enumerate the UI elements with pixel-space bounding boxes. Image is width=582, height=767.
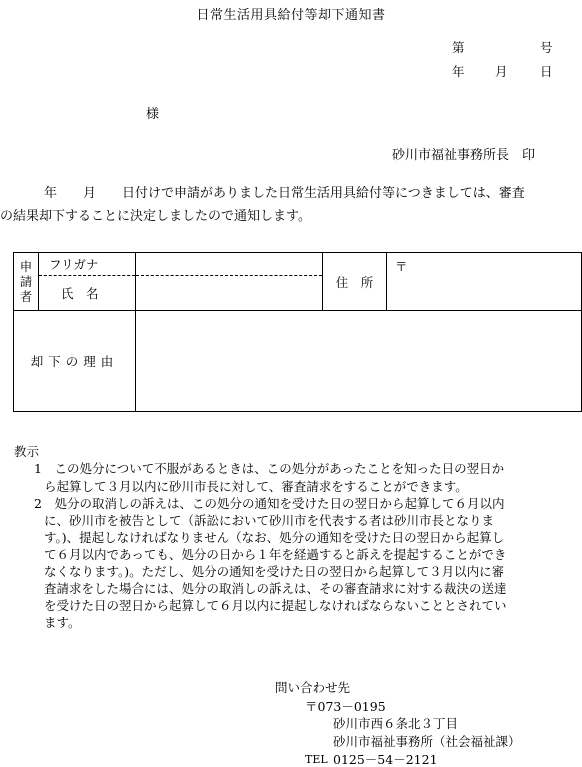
contact-zip: 〒073－0195 bbox=[305, 699, 386, 714]
notice-item-2-line-8: ます。 bbox=[44, 615, 81, 630]
document-title: 日常生活用具給付等却下通知書 bbox=[196, 8, 386, 23]
notice-item-2-line-1: 2 処分の取消しの訴えは、この処分の通知を受けた日の翌日から起算して６月以内 bbox=[34, 496, 505, 511]
body-line1-rest: 日付けで申請がありました日常生活用具給付等につきましては、審査 bbox=[122, 186, 525, 201]
reason-label: 却下の理由 bbox=[30, 354, 119, 369]
furigana-field[interactable] bbox=[136, 253, 323, 276]
reason-label-cell bbox=[14, 311, 136, 412]
contact-tel: 0125－54－2121 bbox=[333, 752, 438, 767]
body-month: 月 bbox=[83, 186, 97, 201]
applicant-label-cell bbox=[14, 253, 39, 311]
date-day-label: 日 bbox=[540, 64, 553, 79]
notice-item-2-line-3: す。)、提起しなければなりません（なお、処分の通知を受けた日の翌日から起算し bbox=[44, 530, 505, 545]
applicant-label: 申請者 bbox=[19, 259, 33, 304]
document-number-suffix: 号 bbox=[540, 40, 553, 55]
contact-office: 砂川市福祉事務所（社会福祉課） bbox=[333, 734, 521, 749]
notice-heading: 教示 bbox=[14, 444, 40, 459]
notice-item-2-line-4: て６月以内であっても、処分の日から１年を経過すると訴えを提起することができ bbox=[44, 547, 507, 562]
name-field[interactable] bbox=[136, 276, 323, 311]
notice-item-2-line-6: 査請求をした場合には、処分の取消しの訴えは、その審査請求に対する裁決の送達 bbox=[44, 581, 507, 596]
date-year-label: 年 bbox=[452, 64, 465, 79]
contact-heading: 問い合わせ先 bbox=[275, 680, 351, 695]
contact-address: 砂川市西６条北３丁目 bbox=[333, 716, 459, 731]
issuer: 砂川市福祉事務所長 印 bbox=[392, 148, 536, 163]
applicant-table bbox=[13, 252, 582, 412]
furigana-label: フリガナ bbox=[39, 253, 136, 276]
body-year: 年 bbox=[44, 186, 58, 201]
notice-item-1-line-1: 1 この処分について不服があるときは、この処分があったことを知った日の翌日か bbox=[34, 461, 505, 476]
date-month-label: 月 bbox=[495, 64, 508, 79]
reason-field[interactable] bbox=[136, 311, 582, 412]
body-line-2: の結果却下することに決定しましたので通知します。 bbox=[0, 209, 311, 224]
body-line-1 bbox=[44, 187, 525, 200]
address-field[interactable] bbox=[387, 253, 582, 311]
name-label: 氏 名 bbox=[39, 276, 136, 311]
postal-mark: 〒 bbox=[395, 259, 408, 274]
document-number-label: 第 bbox=[452, 40, 465, 55]
address-label: 住 所 bbox=[323, 253, 387, 311]
notice-item-1-line-2: ら起算して３月以内に砂川市長に対して、審査請求をすることができます。 bbox=[44, 479, 468, 494]
contact-tel-label: TEL bbox=[305, 753, 328, 766]
notice-item-2-line-7: を受けた日の翌日から起算して６月以内に提起しなければならないこととされてい bbox=[44, 598, 507, 613]
addressee-suffix: 様 bbox=[146, 107, 160, 122]
notice-item-2-line-2: に、砂川市を被告として（訴訟において砂川市を代表する者は砂川市長となりま bbox=[44, 513, 495, 528]
notice-item-2-line-5: なくなります。)。ただし、処分の通知を受けた日の翌日から起算して３月以内に審 bbox=[44, 564, 505, 579]
